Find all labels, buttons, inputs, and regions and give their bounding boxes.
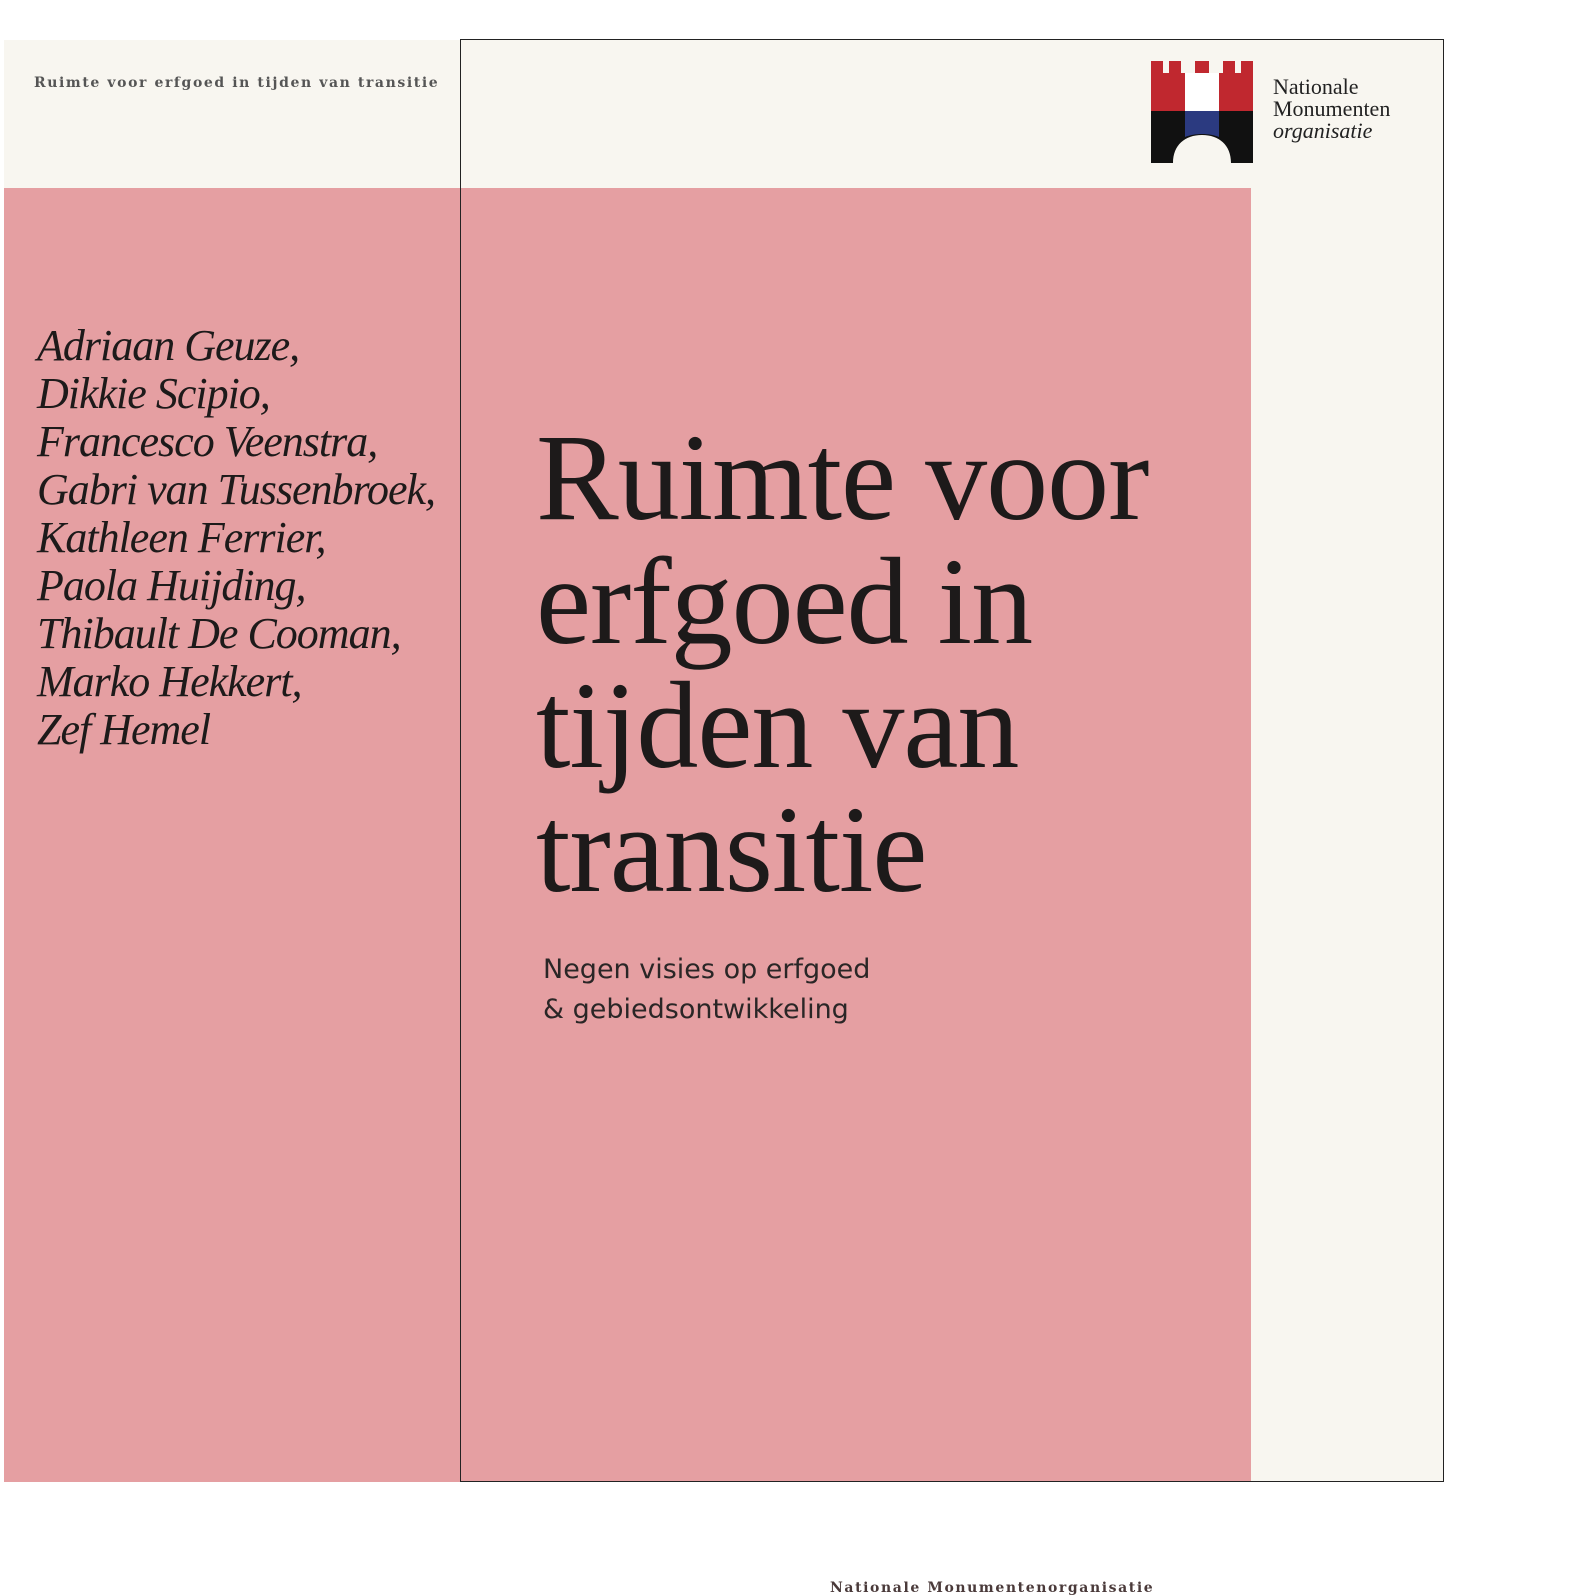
- publisher-name: Nationale Monumentenorganisatie: [830, 1580, 1155, 1596]
- author-name: Dikkie Scipio,: [37, 369, 270, 418]
- author-name: Paola Huijding,: [37, 561, 306, 610]
- author-name: Kathleen Ferrier,: [37, 513, 326, 562]
- title-panel: [461, 188, 1251, 1596]
- subtitle-line: & gebiedsontwikkeling: [543, 994, 849, 1025]
- author-name: Marko Hekkert,: [37, 657, 302, 706]
- author-list: [37, 322, 435, 754]
- back-cover-page: [4, 40, 460, 1482]
- title-line: Ruimte voor: [536, 409, 1149, 546]
- author-name: Francesco Veenstra,: [37, 417, 378, 466]
- book-subtitle: [543, 950, 870, 1030]
- author-name: Adriaan Geuze,: [37, 321, 300, 370]
- title-line: transitie: [536, 781, 927, 918]
- title-line: tijden van: [536, 657, 1019, 794]
- castle-gate-logo-icon: [1151, 61, 1253, 163]
- subtitle-line: Negen visies op erfgoed: [543, 954, 871, 985]
- title-line: erfgoed in: [536, 533, 1033, 670]
- front-cover-page: [460, 39, 1444, 1596]
- author-panel: [4, 188, 460, 1482]
- running-title: Ruimte voor erfgoed in tijden van transitie: [34, 75, 440, 91]
- logo-wordmark: [1273, 76, 1390, 142]
- author-name: Gabri van Tussenbroek,: [37, 465, 436, 514]
- author-name: Thibault De Cooman,: [37, 609, 401, 658]
- author-name: Zef Hemel: [37, 705, 211, 754]
- logo-line: Nationale: [1273, 74, 1359, 99]
- logo-line: organisatie: [1273, 118, 1373, 143]
- book-title: [536, 409, 1236, 918]
- logo-line: Monumenten: [1273, 96, 1391, 121]
